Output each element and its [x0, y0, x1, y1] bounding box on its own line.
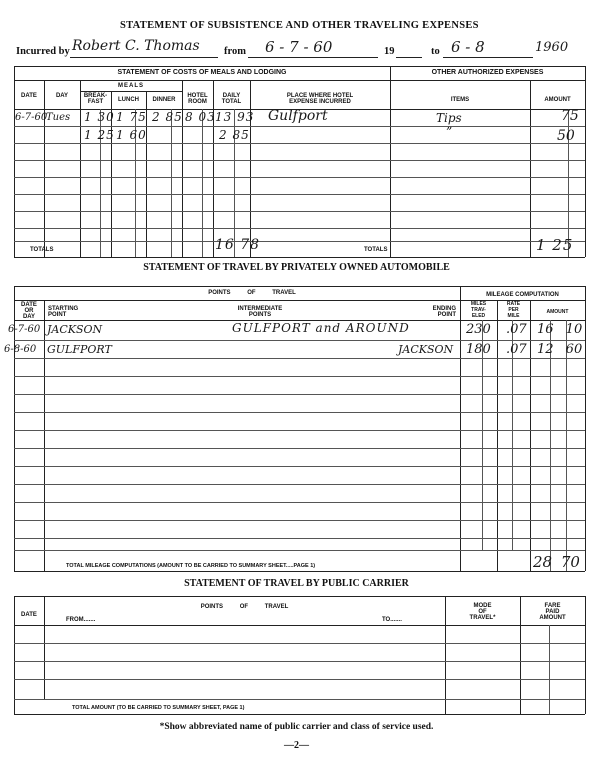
meal-lunch: 1 75	[116, 110, 147, 124]
other-amount: 50	[557, 128, 575, 144]
meals-totals-label: TOTALS	[30, 247, 54, 253]
col-daily: DAILY TOTAL	[221, 93, 242, 105]
auto-rate: .07	[506, 342, 527, 357]
carrier-col-date: DATE	[21, 612, 37, 618]
page-number: —2—	[284, 740, 309, 751]
carrier-total-label: TOTAL AMOUNT (TO BE CARRIED TO SUMMARY SHEET, PAGE 1)	[72, 705, 245, 711]
meal-daily: 2 85	[219, 128, 250, 142]
meals-total-daily: 16 78	[215, 237, 261, 253]
from-value: 6 - 7 - 60	[265, 38, 333, 56]
meal-breakfast: 1 25	[84, 128, 115, 142]
col-date: DATE	[21, 93, 37, 99]
other-totals-label: TOTALS	[364, 247, 388, 253]
carrier-col-mode: MODE OF TRAVEL*	[469, 603, 496, 621]
other-total-amount: 1 25	[536, 236, 574, 254]
from-label: from	[224, 46, 246, 57]
other-expenses-title: OTHER AUTHORIZED EXPENSES	[431, 69, 544, 76]
auto-start: GULFPORT	[47, 343, 112, 356]
mileage-title: MILEAGE COMPUTATION	[486, 292, 559, 298]
year-value: 1960	[535, 40, 569, 55]
meal-place: Gulfport	[268, 108, 328, 124]
auto-intermediate: GULFPORT and AROUND	[232, 321, 410, 335]
auto-col-miles: MILES TRAV- ELED	[470, 301, 487, 319]
auto-date: 6-8-60	[4, 344, 37, 355]
meals-section-title: STATEMENT OF COSTS OF MEALS AND LODGING	[117, 69, 287, 76]
meal-breakfast: 1 30	[84, 110, 115, 124]
auto-col-intermediate: INTERMEDIATE POINTS	[237, 306, 283, 318]
other-item: Tips	[436, 111, 462, 125]
auto-amount: 12 60	[537, 342, 583, 357]
auto-col-amount: AMOUNT	[546, 309, 569, 315]
col-items: ITEMS	[450, 97, 470, 103]
col-day: DAY	[55, 93, 69, 99]
auto-col-start: STARTING POINT	[48, 306, 79, 318]
auto-total-amount: 28 70	[533, 553, 580, 571]
page-title: STATEMENT OF SUBSISTENCE AND OTHER TRAVELING EXPENSES	[120, 20, 479, 31]
col-place: PLACE WHERE HOTEL EXPENSE INCURRED	[286, 93, 354, 105]
incurred-by-value: Robert C. Thomas	[72, 38, 200, 54]
auto-col-date: DATE OR DAY	[21, 302, 37, 320]
auto-miles: 180	[466, 342, 491, 357]
meal-lunch: 1 60	[116, 128, 147, 142]
meal-day: Tues	[46, 112, 71, 123]
carrier-col-fare: FARE PAID AMOUNT	[539, 603, 566, 621]
carrier-points-of-travel: POINTS OF TRAVEL	[200, 604, 289, 610]
other-amount: 75	[561, 108, 579, 124]
col-amount: AMOUNT	[544, 97, 571, 103]
year-line	[396, 57, 422, 58]
auto-col-rate: RATE PER MILE	[506, 301, 521, 319]
auto-col-ending: ENDING POINT	[432, 306, 456, 318]
carrier-from-label: FROM.......	[66, 617, 96, 623]
incurred-by-label: Incurred by	[16, 46, 70, 57]
meal-date: 6-7-60	[15, 112, 48, 123]
year-label: 19	[384, 46, 395, 57]
meals-label: MEALS	[118, 83, 144, 89]
col-dinner: DINNER	[152, 97, 176, 103]
meal-daily: 13 93	[215, 110, 255, 124]
auto-points-of-travel: POINTS OF TRAVEL	[208, 290, 296, 296]
col-lunch: LUNCH	[118, 97, 139, 103]
to-value: 6 - 8	[451, 38, 485, 56]
auto-date: 6-7-60	[8, 324, 41, 335]
auto-rate: .07	[506, 322, 527, 337]
carrier-section-title: STATEMENT OF TRAVEL BY PUBLIC CARRIER	[184, 578, 409, 589]
other-item: ”	[446, 125, 453, 139]
auto-amount: 16 10	[537, 322, 583, 337]
col-breakfast: BREAK- FAST	[83, 93, 108, 105]
col-hotel: HOTEL ROOM	[187, 93, 208, 105]
auto-start: JACKSON	[47, 323, 103, 336]
meal-dinner: 2 85	[152, 110, 183, 124]
auto-total-label: TOTAL MILEAGE COMPUTATIONS (AMOUNT TO BE CARRIED TO SUMMARY SHEET.....PAGE 1)	[66, 563, 316, 569]
to-line	[443, 57, 533, 58]
from-line	[248, 57, 378, 58]
footnote: *Show abbreviated name of public carrier and class of service used.	[159, 722, 434, 732]
carrier-to-label: TO.......	[382, 617, 402, 623]
to-label: to	[431, 46, 440, 57]
incurred-by-line	[70, 57, 218, 58]
auto-section-title: STATEMENT OF TRAVEL BY PRIVATELY OWNED AUTOMOBILE	[143, 262, 450, 273]
meal-hotel: 8 03	[185, 110, 216, 124]
auto-ending: JACKSON	[398, 343, 454, 356]
auto-miles: 230	[466, 322, 491, 337]
